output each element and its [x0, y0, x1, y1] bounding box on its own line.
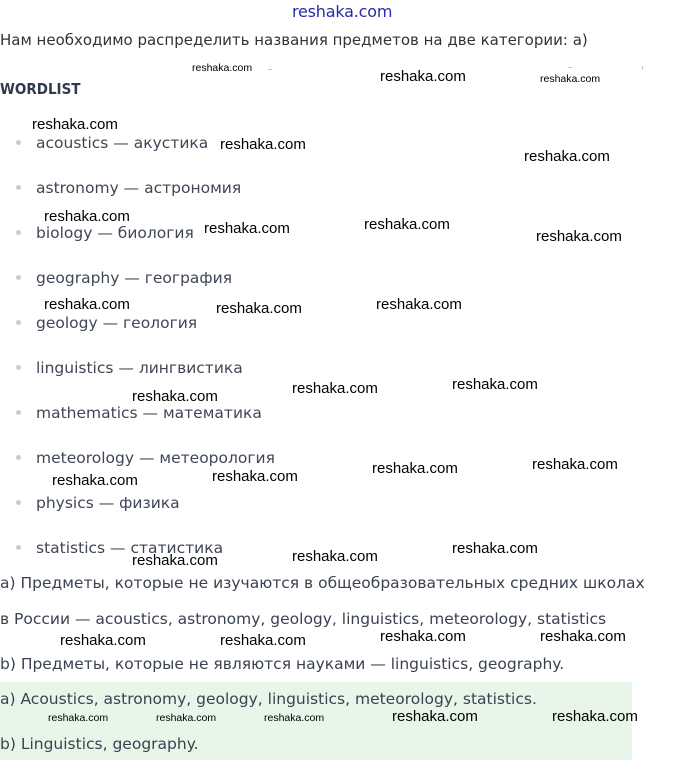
bullet-icon — [16, 365, 21, 370]
watermark: reshaka.com — [212, 468, 298, 485]
final-answer-a: a) Acoustics, astronomy, geology, linguistics, meteorology, statistics. — [0, 690, 537, 708]
watermark: reshaka.com — [292, 380, 378, 397]
watermark: reshaka.com — [132, 552, 218, 569]
watermark: reshaka.com — [540, 73, 601, 85]
bullet-icon — [16, 545, 21, 550]
bullet-icon — [16, 140, 21, 145]
cropped-glyph: ' — [641, 64, 645, 78]
wordlist-item-text: linguistics — лингвистика — [36, 359, 243, 377]
watermark: reshaka.com — [380, 628, 466, 645]
wordlist-item-text: geology — геология — [36, 314, 198, 332]
bullet-icon — [16, 230, 21, 235]
wordlist-item-text: acoustics — акустика — [36, 134, 209, 152]
watermark: reshaka.com — [204, 220, 290, 237]
watermark: reshaka.com — [536, 228, 622, 245]
wordlist-item-text: mathematics — математика — [36, 404, 262, 422]
wordlist-item — [16, 134, 208, 152]
watermark: reshaka.com — [452, 540, 538, 557]
watermark: reshaka.com — [60, 632, 146, 649]
wordlist-item-text: physics — физика — [36, 494, 180, 512]
watermark: reshaka.com — [52, 472, 138, 489]
watermark: reshaka.com — [364, 216, 450, 233]
wordlist-item-text: meteorology — метеорология — [36, 449, 275, 467]
bullet-icon — [16, 455, 21, 460]
watermark: reshaka.com — [44, 296, 130, 313]
bullet-icon — [16, 410, 21, 415]
watermark: reshaka.com — [392, 708, 478, 725]
wordlist-item — [16, 359, 243, 377]
cropped-glyph: - — [268, 62, 273, 76]
wordlist-item — [16, 449, 275, 467]
answer-line-3: b) Предметы, которые не являются науками — linguistics, geography. — [0, 655, 565, 673]
watermark: reshaka.com — [524, 148, 610, 165]
cropped-glyph: - — [568, 60, 573, 74]
wordlist-item — [16, 404, 262, 422]
bullet-icon — [16, 320, 21, 325]
watermark: reshaka.com — [552, 708, 638, 725]
watermark: reshaka.com — [132, 388, 218, 405]
wordlist-item-text: biology — биология — [36, 224, 194, 242]
bullet-icon — [16, 500, 21, 505]
wordlist-item — [16, 224, 194, 242]
bullet-icon — [16, 185, 21, 190]
site-header-link[interactable]: reshaka.com — [292, 2, 393, 21]
watermark: reshaka.com — [216, 300, 302, 317]
watermark: reshaka.com — [220, 632, 306, 649]
watermark: reshaka.com — [32, 116, 118, 133]
wordlist-item — [16, 269, 232, 287]
watermark: reshaka.com — [192, 62, 253, 74]
wordlist-item — [16, 179, 241, 197]
wordlist-item-text: statistics — статистика — [36, 539, 224, 557]
watermark: reshaka.com — [292, 548, 378, 565]
watermark: reshaka.com — [540, 628, 626, 645]
watermark: reshaka.com — [452, 376, 538, 393]
wordlist-heading: WORDLIST — [0, 80, 81, 98]
bullet-icon — [16, 275, 21, 280]
watermark: reshaka.com — [156, 712, 217, 724]
wordlist-item — [16, 314, 197, 332]
final-answer-b: b) Linguistics, geography. — [0, 735, 199, 753]
watermark: reshaka.com — [220, 136, 306, 153]
watermark: reshaka.com — [376, 296, 462, 313]
watermark: reshaka.com — [264, 712, 325, 724]
intro-text: Нам необходимо распределить названия предметов на две категории: а) — [0, 31, 588, 49]
wordlist-item-text: astronomy — астрономия — [36, 179, 242, 197]
watermark: reshaka.com — [44, 208, 130, 225]
answer-line-2: в России — acoustics, astronomy, geology, linguistics, meteorology, statistics — [0, 610, 607, 628]
watermark: reshaka.com — [372, 460, 458, 477]
watermark: reshaka.com — [48, 712, 109, 724]
wordlist-item-text: geography — география — [36, 269, 233, 287]
watermark: reshaka.com — [532, 456, 618, 473]
wordlist-item — [16, 494, 180, 512]
watermark: reshaka.com — [380, 68, 466, 85]
answer-line-1: а) Предметы, которые не изучаются в общеобразовательных средних школах — [0, 574, 645, 592]
